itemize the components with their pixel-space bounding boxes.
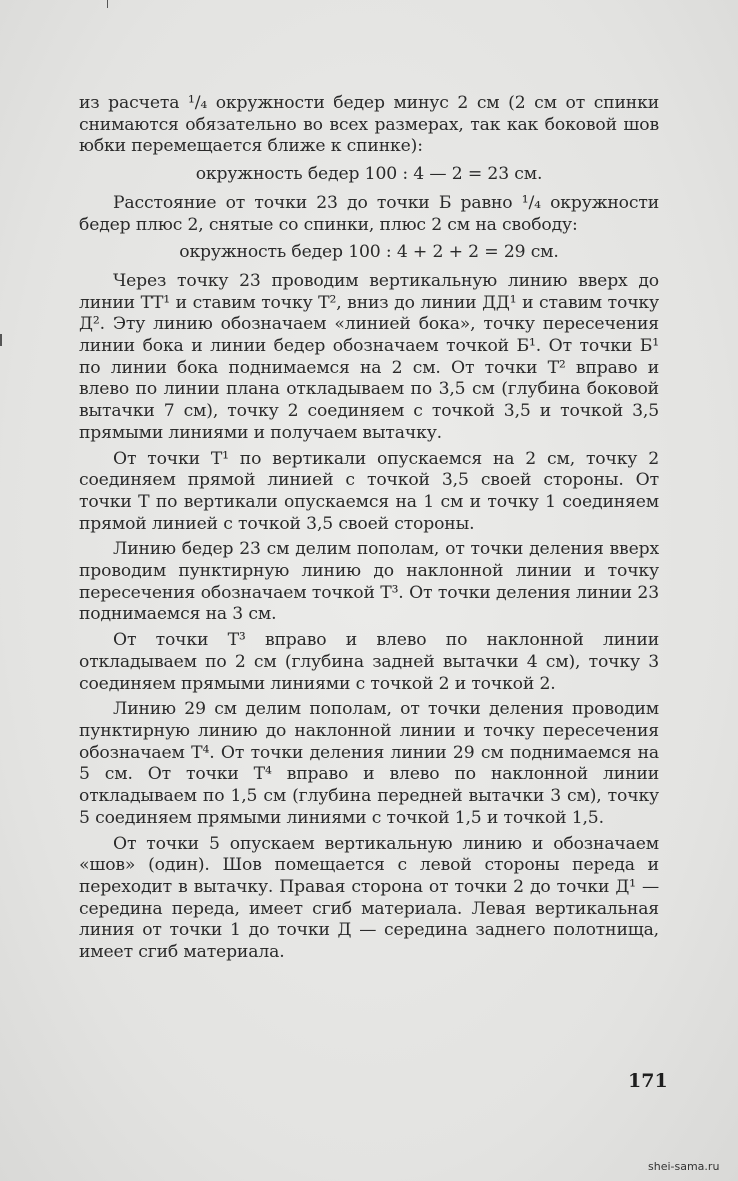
paragraph: Линию 29 см делим пополам, от точки деления проводим пунктирную линию до наклонной линии и точку пересечения обозначаем Т⁴. От точки деления линии 29 см поднимаемся на 5 см. От точки Т⁴ вправо и влево по наклонной линии откладываем по 1,5 см (глубина передней вытачки 3 см), точку 5 соединяем прямыми линиями с точкой 1,5 и точкой 1,5. [79,699,659,828]
scan-mark [107,0,108,8]
watermark-text: shei-sama.ru [648,1160,720,1173]
formula: окружность бедер 100 : 4 — 2 = 23 см. [195,164,543,185]
formula: окружность бедер 100 : 4 + 2 + 2 = 29 см. [179,242,559,263]
paragraph: Через точку 23 проводим вертикальную линию вверх до линии ТТ¹ и ставим точку Т², вниз до линии ДД¹ и ставим точку Д². Эту линию обозначаем «линией бока», точку пересечения линии бока и линии бедер обозначаем точкой Б¹. От точки Б¹ по линии бока поднимаемся на 2 см. От точки Т² вправо и влево по линии плана откладываем по 3,5 см (глубина боковой вытачки 7 см), точку 2 соединяем с точкой 3,5 и точкой 3,5 прямыми линиями и получаем вытачку. [79,270,659,443]
body-text [79,93,659,968]
page-number: 171 [628,1070,668,1092]
paragraph: От точки 5 опускаем вертикальную линию и обозначаем «шов» (один). Шов помещается с левой стороны переда и переходит в вытачку. Правая сторона от точки 2 до точки Д¹ — середина переда, имеет сгиб материала. Левая вертикальная линия от точки 1 до точки Д — середина заднего полотнища, имеет сгиб материала. [79,833,659,963]
scan-mark [0,334,2,346]
paragraph: из расчета ¹/₄ окружности бедер минус 2 см (2 см от спинки снимаются обязательно во всех размерах, так как боковой шов юбки перемещается ближе к спинке): [79,93,659,157]
paragraph: От точки Т³ вправо и влево по наклонной линии откладываем по 2 см (глубина задней вытачки 4 см), точку 3 соединяем прямыми линиями с точкой 2 и точкой 2. [79,630,659,694]
paragraph: Расстояние от точки 23 до точки Б равно ¹/₄ окружности бедер плюс 2, снятые со спинки, плюс 2 см на свободу: [79,192,659,235]
paragraph: Линию бедер 23 см делим пополам, от точки деления вверх проводим пунктирную линию до наклонной линии и точку пересечения обозначаем точкой Т³. От точки деления линии 23 поднимаемся на 3 см. [79,539,659,625]
paragraph: От точки Т¹ по вертикали опускаемся на 2 см, точку 2 соединяем прямой линией с точкой 3,5 своей стороны. От точки Т по вертикали опускаемся на 1 см и точку 1 соединяем прямой линией с точкой 3,5 своей стороны. [79,448,659,534]
